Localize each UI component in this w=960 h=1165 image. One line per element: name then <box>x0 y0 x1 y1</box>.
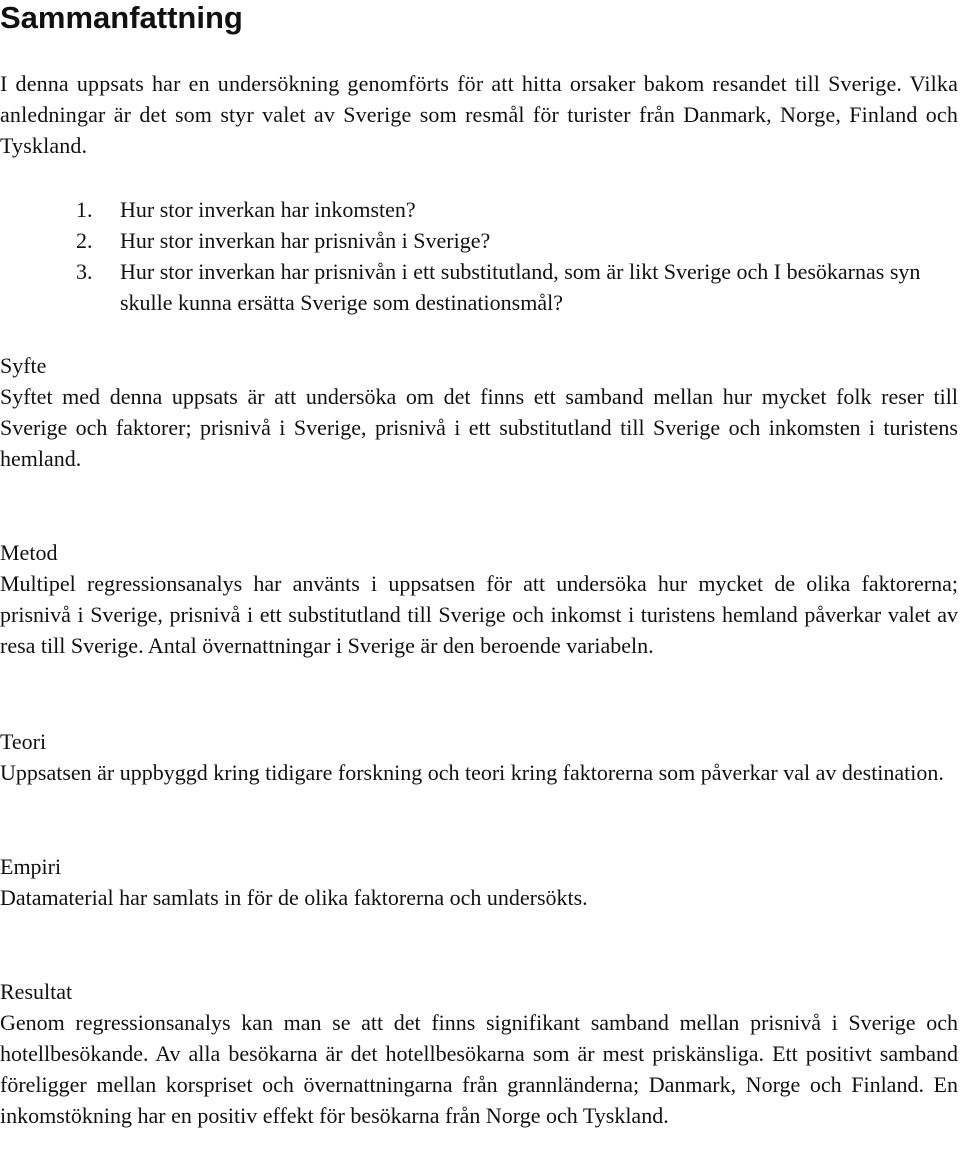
list-item-text: Hur stor inverkan har inkomsten? <box>120 197 416 222</box>
section-body-metod: Multipel regressionsanalys har använts i uppsatsen för att undersöka hur mycket de olika faktorerna; prisnivå i Sverige, prisnivå i ett substitutland till Sverige och inkomst i turistens hemland påverkar valet av resa till Sverige. Antal övernattningar i Sverige är den beroende variabeln. <box>0 571 958 658</box>
list-item <box>0 194 958 225</box>
question-list <box>0 194 958 318</box>
section-heading-metod: Metod <box>0 540 58 565</box>
list-item-number: 1. <box>76 197 93 222</box>
section-body-teori: Uppsatsen är uppbyggd kring tidigare forskning och teori kring faktorerna som påverkar val av destination. <box>0 760 944 785</box>
list-item-number: 2. <box>76 228 93 253</box>
section-body-empiri: Datamaterial har samlats in för de olika faktorerna och undersökts. <box>0 885 588 910</box>
section-heading-resultat: Resultat <box>0 979 73 1004</box>
list-item-text: Hur stor inverkan har prisnivån i ett substitutland, som är likt Sverige och I besökarnas syn skulle kunna ersätta Sverige som destinationsmål? <box>120 259 921 315</box>
section-heading-syfte: Syfte <box>0 353 47 378</box>
intro-paragraph: I denna uppsats har en undersökning genomförts för att hitta orsaker bakom resandet till Sverige. Vilka anledningar är det som styr valet av Sverige som resmål för turister från Danmark, Norge, Finland och Tyskland. <box>0 71 958 158</box>
section-heading-empiri: Empiri <box>0 854 62 879</box>
page-title: Sammanfattning <box>0 0 243 35</box>
list-item <box>0 256 958 318</box>
list-item-number: 3. <box>76 259 93 284</box>
section-body-resultat: Genom regressionsanalys kan man se att det finns signifikant samband mellan prisnivå i Sverige och hotellbesökande. Av alla besökarna är det hotellbesökarna som är mest priskänsliga. Ett positivt samband föreligger mellan korspriset och övernattningarna från grannländerna; Danmark, Norge och Finland. En inkomstökning har en positiv effekt för besökarna från Norge och Tyskland. <box>0 1010 958 1128</box>
section-body-syfte: Syftet med denna uppsats är att undersöka om det finns ett samband mellan hur mycket folk reser till Sverige och faktorer; prisnivå i Sverige, prisnivå i ett substitutland till Sverige och inkomsten i turistens hemland. <box>0 384 958 471</box>
list-item-text: Hur stor inverkan har prisnivån i Sverige? <box>120 228 491 253</box>
section-heading-teori: Teori <box>0 729 47 754</box>
list-item <box>0 225 958 256</box>
